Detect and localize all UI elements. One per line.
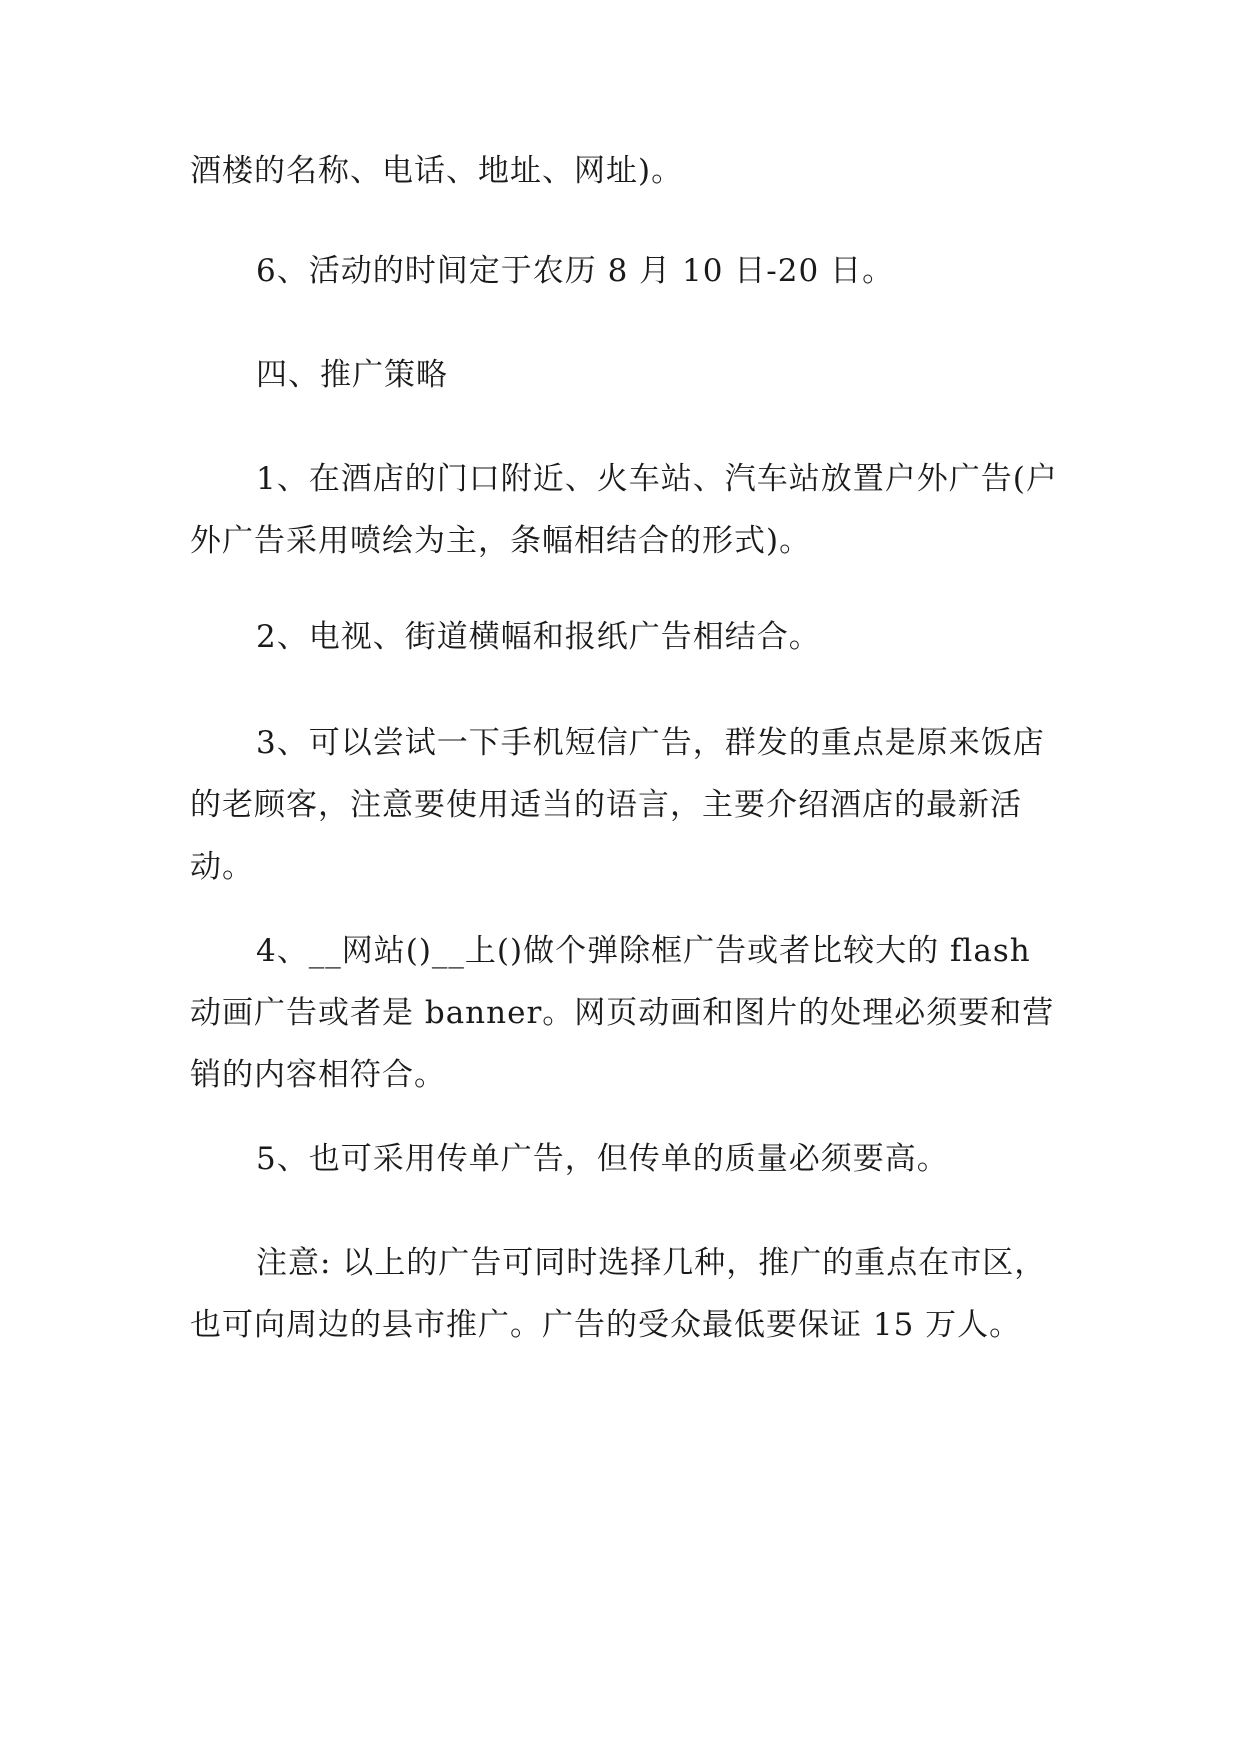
paragraph-continuation: 酒楼的名称、电话、地址、网址)。	[190, 153, 684, 189]
paragraph-note: 注意: 以上的广告可同时选择几种，推广的重点在市区，也可向周边的县市推广。广告的受众最低要保证 15 万人。	[190, 1245, 1047, 1343]
paragraph-item-2: 2、电视、街道横幅和报纸广告相结合。	[256, 619, 821, 655]
paragraph-item-4: 4、__网站()__上()做个弹除框广告或者比较大的 flash 动画广告或者是 banner。网页动画和图片的处理必须要和营销的内容相符合。	[190, 933, 1055, 1093]
paragraph-item-3: 3、可以尝试一下手机短信广告，群发的重点是原来饭店的老顾客，注意要使用适当的语言，主要介绍酒店的最新活动。	[190, 725, 1045, 885]
section-heading: 四、推广策略	[256, 357, 448, 393]
paragraph-item-5: 5、也可采用传单广告，但传单的质量必须要高。	[256, 1141, 949, 1177]
paragraph-item-1: 1、在酒店的门口附近、火车站、汽车站放置户外广告(户外广告采用喷绘为主，条幅相结合的形式)。	[190, 461, 1058, 559]
paragraph-item-6: 6、活动的时间定于农历 8 月 10 日-20 日。	[256, 253, 895, 289]
